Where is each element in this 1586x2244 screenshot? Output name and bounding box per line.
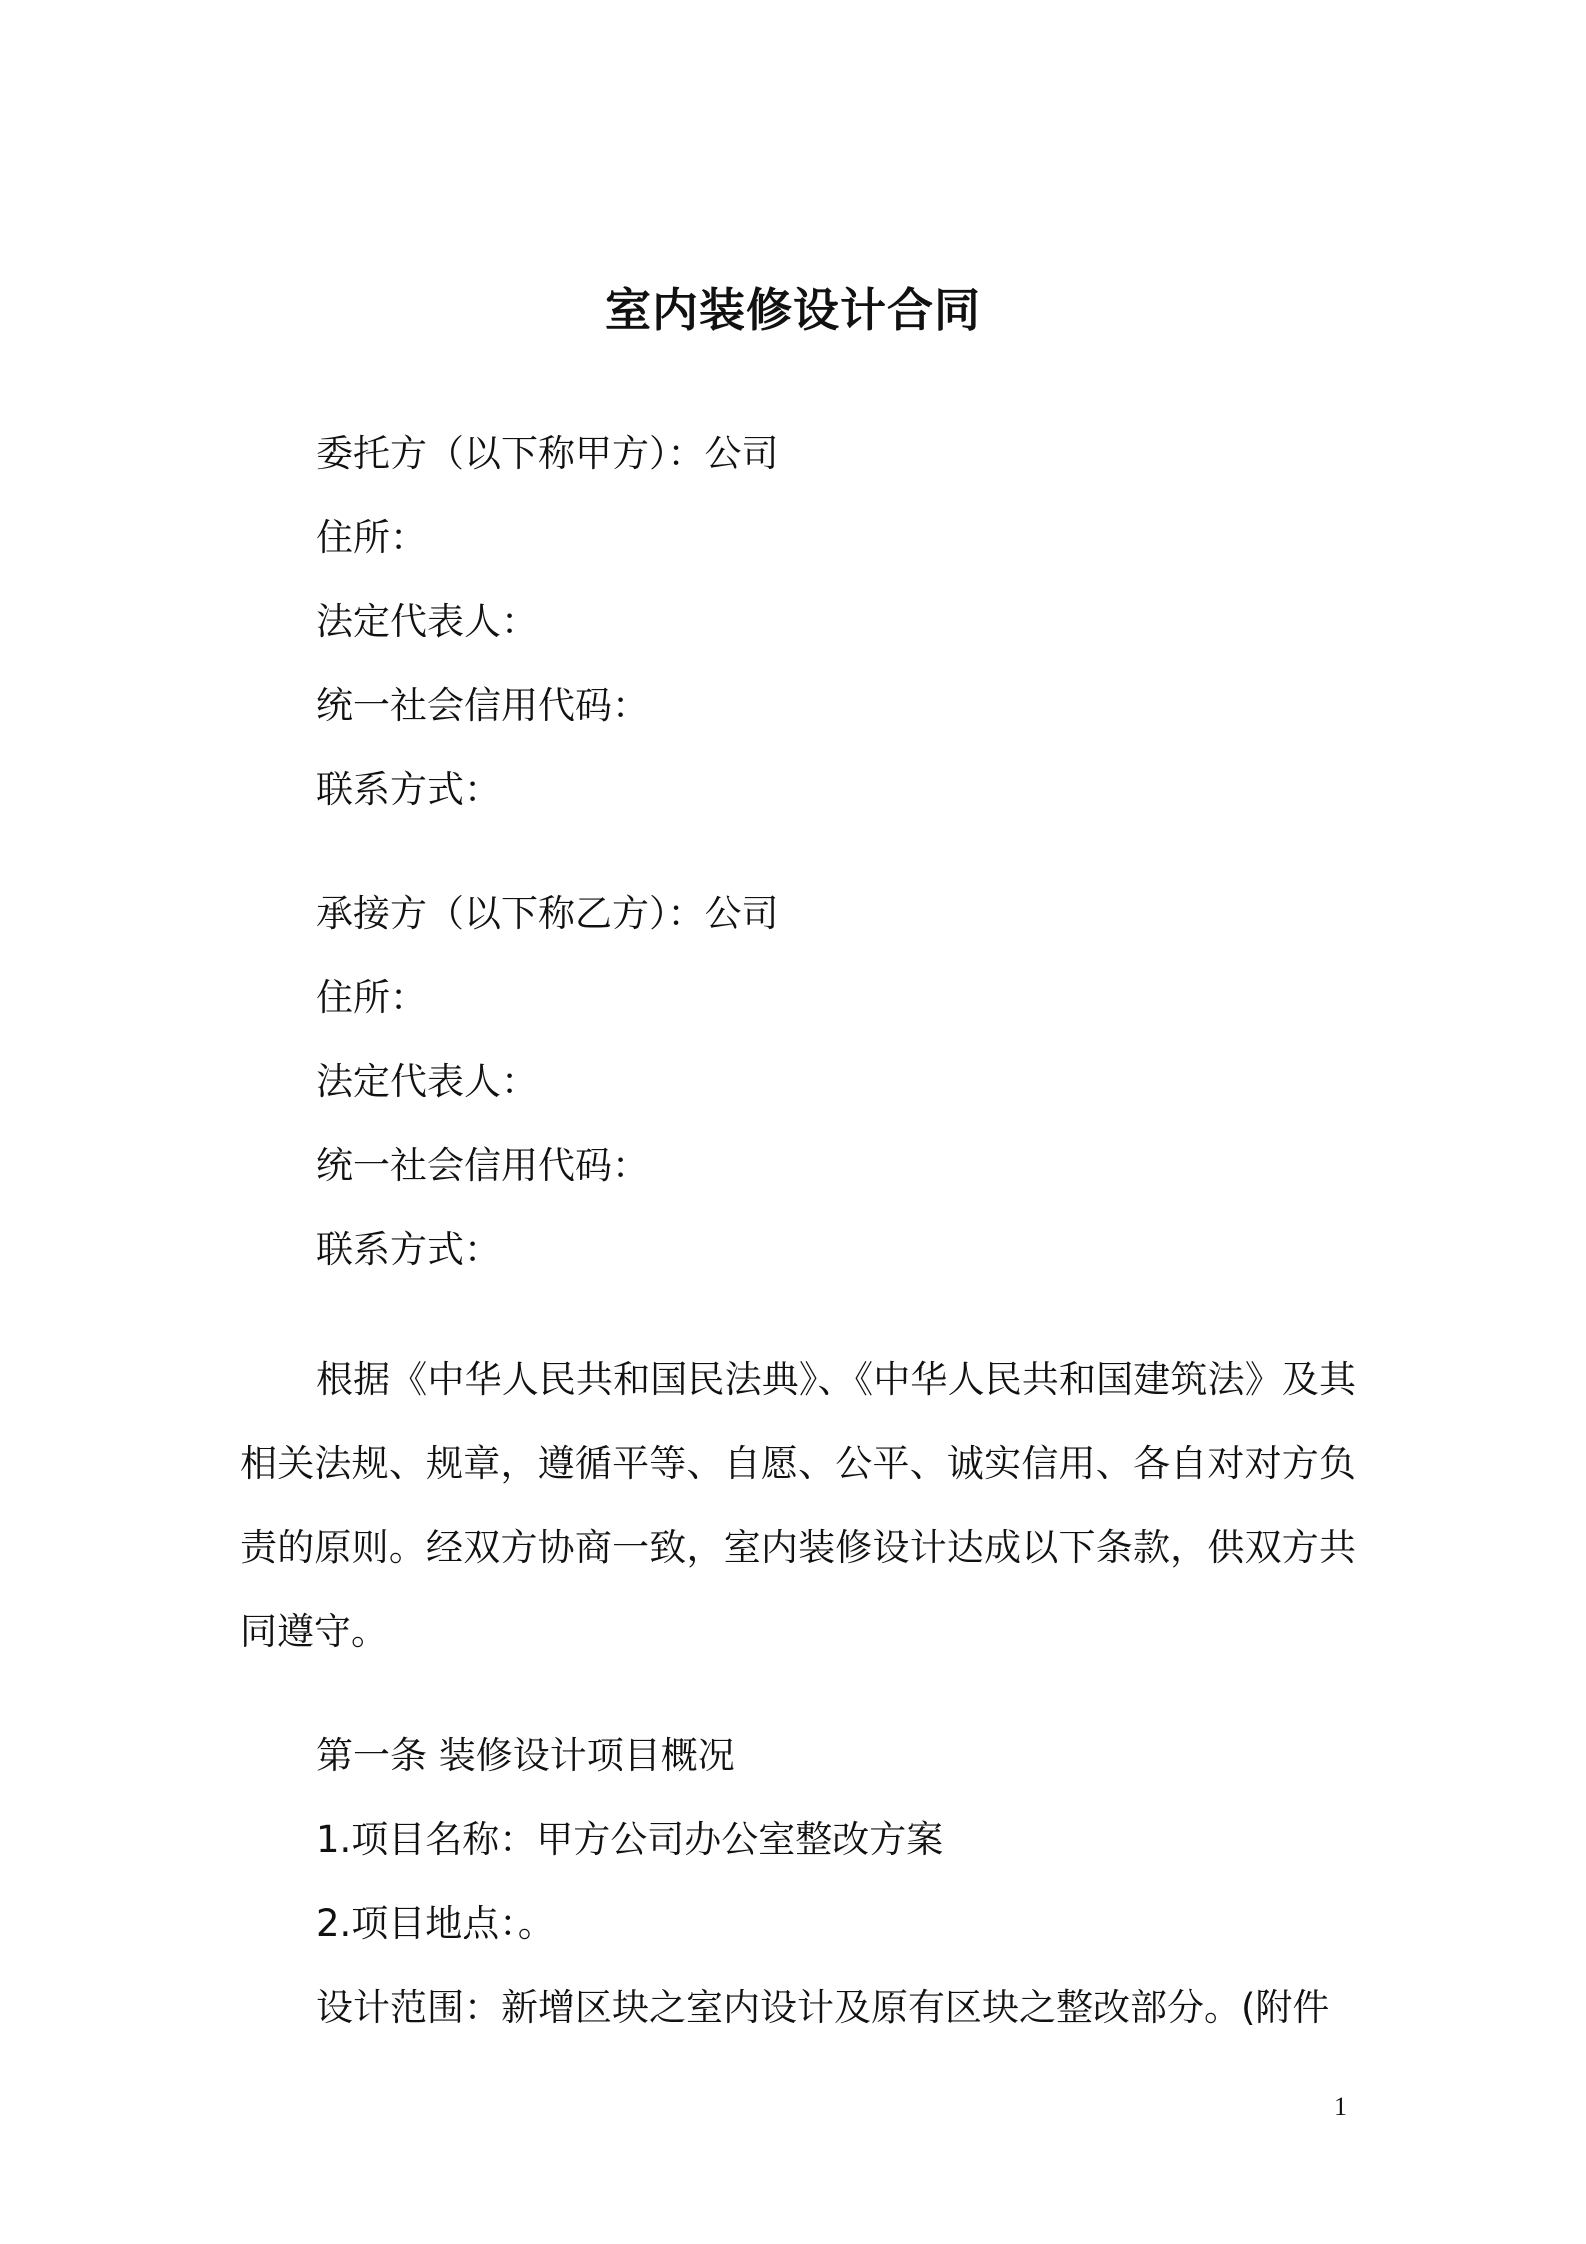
party-b-address: 住所： [316, 976, 427, 1019]
article-1-item-1: 1.项目名称：甲方公司办公室整改方案 [316, 1818, 944, 1861]
page-number: 1 [1334, 2092, 1347, 2121]
party-a-credit-code: 统一社会信用代码： [316, 684, 649, 727]
preamble-paragraph: 根据《中华人民共和国民法典》、《中华人民共和国建筑法》及其相关法规、规章，遵循平等、自愿、公平、诚实信用、各自对对方负责的原则。经双方协商一致，室内装修设计达成以下条款，供双方共同遵守。 [240, 1358, 1356, 1653]
party-a-address: 住所： [316, 516, 427, 559]
party-a-heading: 委托方（以下称甲方）：公司 [316, 432, 779, 475]
party-a-contact: 联系方式： [316, 768, 501, 811]
article-1-item-2: 2.项目地点：。 [316, 1902, 555, 1945]
party-b-contact: 联系方式： [316, 1228, 501, 1271]
party-b-credit-code: 统一社会信用代码： [316, 1144, 649, 1187]
article-1-heading: 第一条 装修设计项目概况 [316, 1734, 735, 1777]
party-b-heading: 承接方（以下称乙方）：公司 [316, 892, 779, 935]
article-1-scope: 设计范围：新增区块之室内设计及原有区块之整改部分。(附件 [316, 1986, 1330, 2029]
party-a-legal-rep: 法定代表人： [316, 600, 538, 643]
party-b-legal-rep: 法定代表人： [316, 1060, 538, 1103]
document-title: 室内装修设计合同 [605, 283, 981, 337]
